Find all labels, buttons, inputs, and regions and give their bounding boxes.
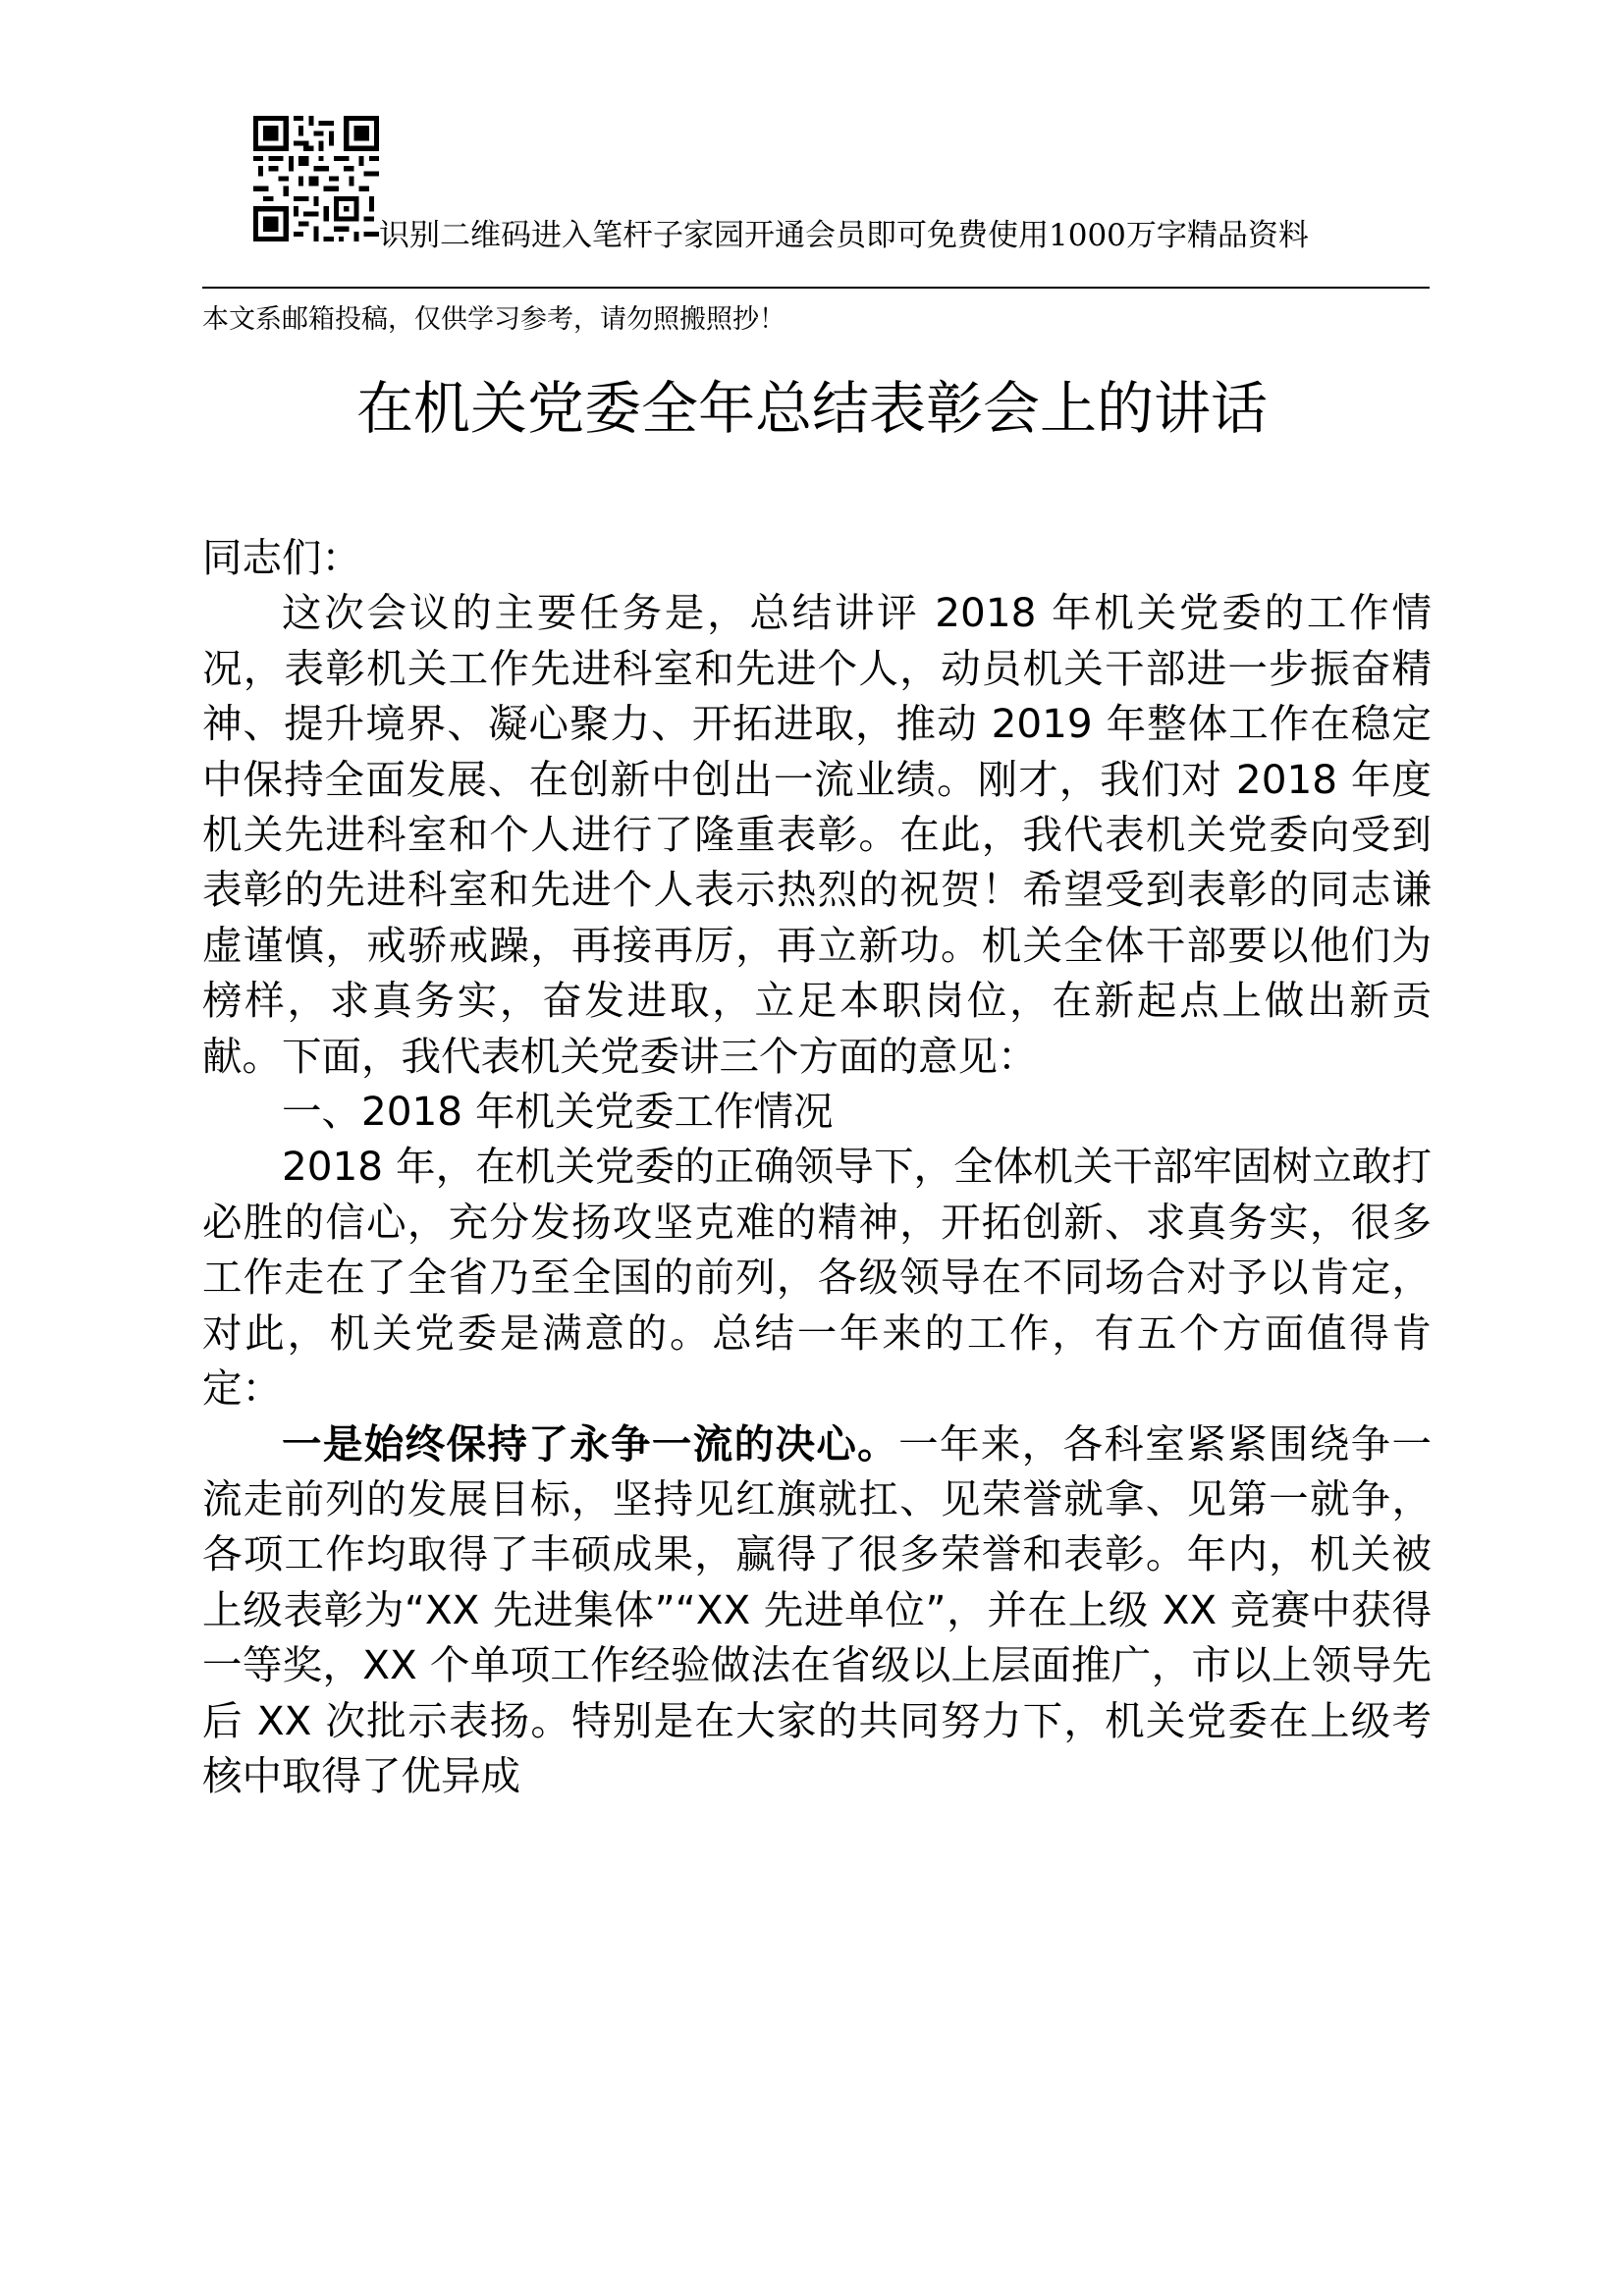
section-heading: 一、2018 年机关党委工作情况 [282, 1088, 834, 1136]
header-promo-text: 识别二维码进入笔杆子家园开通会员即可免费使用1000万字精品资料 [379, 218, 1309, 253]
section-paragraph: 2018 年，在机关党委的正确领导下，全体机关干部牢固树立敢打必胜的信心，充分发扬攻坚克难的精神，开拓创新、求真务实，很多工作走在了全省乃至全国的前列，各级领导在不同场合对予以肯定，对此，机关党委是满意的。总结一年来的工作，有五个方面值得肯定： [202, 1143, 1432, 1413]
qr-code[interactable] [253, 116, 379, 241]
point-one-lead: 一是始终保持了永争一流的决心。 [282, 1419, 899, 1468]
salutation: 同志们： [202, 534, 361, 581]
qr-code-graphic [253, 116, 379, 241]
intro-paragraph: 这次会议的主要任务是，总结讲评 2018 年机关党委的工作情况，表彰机关工作先进科室和先进个人，动员机关干部进一步振奋精神、提升境界、凝心聚力、开拓进取，推动 2019 年整体工作在稳定中保持全面发展、在创新中创出一流业绩。刚才，我们对 2018 年度机关先进科室和个人进行了隆重表彰。在此，我代表机关党委向受到表彰的先进科室和先进个人表示热烈的祝贺！希望受到表彰的同志谦虚谨慎，戒骄戒躁，再接再厉，再立新功。机关全体干部要以他们为榜样，求真务实，奋发进取，立足本职岗位，在新起点上做出新贡献。下面，我代表机关党委讲三个方面的意见： [202, 589, 1432, 1080]
point-one-paragraph [202, 1416, 1432, 1804]
document-body [202, 530, 1432, 1803]
header-divider [202, 287, 1430, 289]
document-title: 在机关党委全年总结表彰会上的讲话 [355, 375, 1268, 442]
submission-notice: 本文系邮箱投稿，仅供学习参考，请勿照搬照抄！ [202, 304, 785, 335]
point-one-text: 一年来，各科室紧紧围绕争一流走前列的发展目标，坚持见红旗就扛、见荣誉就拿、见第一就争，各项工作均取得了丰硕成果，赢得了很多荣誉和表彰。年内，机关被上级表彰为“XX 先进集体”“XX 先进单位”，并在上级 XX 竞赛中获得一等奖，XX 个单项工作经验做法在省级以上层面推广，市以上领导先后 XX 次批示表扬。特别是在大家的共同努力下，机关党委在上级考核中取得了优异成 [202, 1419, 1433, 1799]
